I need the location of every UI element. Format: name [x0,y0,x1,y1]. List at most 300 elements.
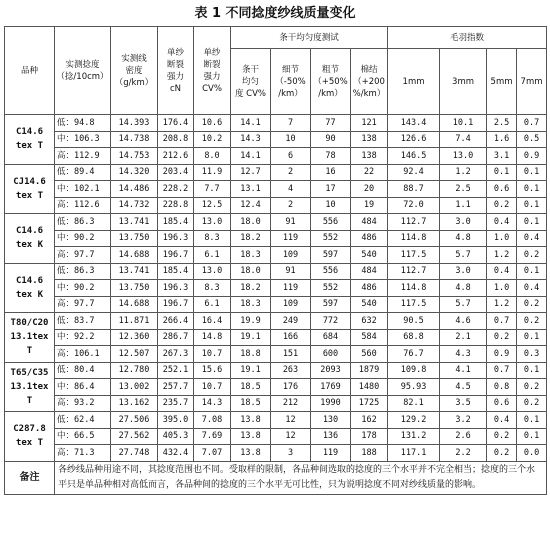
hair-1mm-cell: 131.2 [388,428,440,445]
table-row [5,263,547,280]
twist-cell: 低：80.4 [55,362,111,379]
evenness-cv-cell: 14.1 [231,115,271,132]
strength-cell: 212.6 [158,148,194,165]
hair-3mm-cell: 2.6 [440,428,487,445]
table-row [5,280,547,297]
thick-cell: 772 [311,313,351,330]
thick-cell: 130 [311,412,351,429]
hair-7mm-cell: 0.5 [517,131,547,148]
header-hairiness-1mm: 1mm [388,49,440,115]
strength-cv-cell: 7.07 [194,445,231,462]
evenness-cv-cell: 13.8 [231,412,271,429]
hair-5mm-cell: 1.6 [487,131,517,148]
hair-5mm-cell: 0.4 [487,214,517,231]
twist-cell: 中：102.1 [55,181,111,198]
strength-cv-cell: 8.3 [194,230,231,247]
table-row [5,131,547,148]
table-row [5,428,547,445]
header-hairiness-7mm: 7mm [517,49,547,115]
thin-cell: 7 [271,115,311,132]
hair-7mm-cell: 0.1 [517,197,547,214]
hair-3mm-cell: 1.2 [440,164,487,181]
hair-7mm-cell: 0.4 [517,230,547,247]
hair-7mm-cell: 0.2 [517,395,547,412]
thin-cell: 109 [271,247,311,264]
evenness-cv-cell: 19.1 [231,362,271,379]
header-hairiness-3mm: 3mm [440,49,487,115]
table-row [5,362,547,379]
twist-cell: 高：93.2 [55,395,111,412]
twist-cell: 中：106.3 [55,131,111,148]
neps-cell: 121 [351,115,388,132]
evenness-cv-cell: 13.8 [231,445,271,462]
hair-3mm-cell: 3.0 [440,263,487,280]
quality-table [4,26,547,495]
hair-7mm-cell: 0.2 [517,296,547,313]
header-variety: 品种 [5,27,55,115]
hair-1mm-cell: 117.5 [388,247,440,264]
header-twist: 实测捻度 （捻/10cm） [55,27,111,115]
neps-cell: 1725 [351,395,388,412]
hair-5mm-cell: 0.4 [487,263,517,280]
neps-cell: 560 [351,346,388,363]
thin-cell: 212 [271,395,311,412]
thin-cell: 109 [271,296,311,313]
strength-cell: 196.7 [158,247,194,264]
thin-cell: 2 [271,197,311,214]
strength-cell: 185.4 [158,263,194,280]
header-row-1 [5,27,547,49]
hair-5mm-cell: 0.2 [487,428,517,445]
strength-cell: 203.4 [158,164,194,181]
table-row [5,346,547,363]
strength-cell: 228.8 [158,197,194,214]
header-hairiness-5mm: 5mm [487,49,517,115]
table-body [5,27,547,495]
neps-cell: 486 [351,280,388,297]
hair-1mm-cell: 109.8 [388,362,440,379]
evenness-cv-cell: 18.5 [231,395,271,412]
hair-5mm-cell: 0.6 [487,181,517,198]
twist-cell: 高：97.7 [55,296,111,313]
strength-cv-cell: 13.0 [194,214,231,231]
thick-cell: 597 [311,296,351,313]
hair-1mm-cell: 117.5 [388,296,440,313]
hair-3mm-cell: 4.6 [440,313,487,330]
twist-cell: 中：90.2 [55,230,111,247]
hair-3mm-cell: 4.1 [440,362,487,379]
hair-1mm-cell: 82.1 [388,395,440,412]
thin-cell: 176 [271,379,311,396]
hair-1mm-cell: 90.5 [388,313,440,330]
density-cell: 14.320 [111,164,158,181]
hair-5mm-cell: 1.2 [487,296,517,313]
thick-cell: 2093 [311,362,351,379]
neps-cell: 484 [351,263,388,280]
strength-cell: 196.3 [158,280,194,297]
hair-5mm-cell: 2.5 [487,115,517,132]
density-cell: 14.732 [111,197,158,214]
strength-cell: 286.7 [158,329,194,346]
hair-1mm-cell: 114.8 [388,230,440,247]
strength-cv-cell: 10.7 [194,346,231,363]
hair-7mm-cell: 0.2 [517,313,547,330]
hair-5mm-cell: 0.2 [487,197,517,214]
neps-cell: 19 [351,197,388,214]
strength-cv-cell: 10.7 [194,379,231,396]
density-cell: 13.002 [111,379,158,396]
thin-cell: 10 [271,131,311,148]
thick-cell: 600 [311,346,351,363]
hair-7mm-cell: 0.1 [517,263,547,280]
variety-name: C14.6 tex K [5,214,55,264]
hair-5mm-cell: 0.1 [487,164,517,181]
density-cell: 14.486 [111,181,158,198]
evenness-cv-cell: 18.0 [231,214,271,231]
strength-cv-cell: 10.6 [194,115,231,132]
hair-1mm-cell: 114.8 [388,280,440,297]
table-row [5,181,547,198]
strength-cell: 395.0 [158,412,194,429]
thin-cell: 91 [271,214,311,231]
strength-cv-cell: 6.1 [194,296,231,313]
hair-3mm-cell: 4.5 [440,379,487,396]
density-cell: 14.738 [111,131,158,148]
table-row [5,395,547,412]
hair-5mm-cell: 0.2 [487,329,517,346]
hair-3mm-cell: 3.0 [440,214,487,231]
evenness-cv-cell: 18.0 [231,263,271,280]
thick-cell: 78 [311,148,351,165]
variety-name: C287.8 tex T [5,412,55,462]
hair-7mm-cell: 0.1 [517,362,547,379]
evenness-cv-cell: 19.9 [231,313,271,330]
note-row [5,461,547,494]
strength-cv-cell: 11.9 [194,164,231,181]
hair-3mm-cell: 4.8 [440,280,487,297]
thick-cell: 597 [311,247,351,264]
hair-1mm-cell: 88.7 [388,181,440,198]
thin-cell: 4 [271,181,311,198]
neps-cell: 178 [351,428,388,445]
hair-3mm-cell: 7.4 [440,131,487,148]
strength-cv-cell: 6.1 [194,247,231,264]
variety-name: T65/C35 13.1tex T [5,362,55,412]
header-thick-places: 粗节 （+50% /km） [311,49,351,115]
hair-7mm-cell: 0.1 [517,164,547,181]
hair-5mm-cell: 0.6 [487,395,517,412]
twist-cell: 高：97.7 [55,247,111,264]
hair-5mm-cell: 3.1 [487,148,517,165]
strength-cell: 228.2 [158,181,194,198]
neps-cell: 632 [351,313,388,330]
strength-cv-cell: 7.08 [194,412,231,429]
header-density: 实测线 密度 （g/km） [111,27,158,115]
strength-cv-cell: 7.7 [194,181,231,198]
thick-cell: 136 [311,428,351,445]
table-row [5,197,547,214]
thick-cell: 16 [311,164,351,181]
hair-7mm-cell: 0.2 [517,247,547,264]
strength-cell: 432.4 [158,445,194,462]
hair-5mm-cell: 0.8 [487,379,517,396]
table-row [5,313,547,330]
hair-3mm-cell: 10.1 [440,115,487,132]
hair-3mm-cell: 1.1 [440,197,487,214]
evenness-cv-cell: 18.5 [231,379,271,396]
twist-cell: 低：83.7 [55,313,111,330]
hair-5mm-cell: 0.7 [487,313,517,330]
variety-name: C14.6 tex K [5,263,55,313]
thick-cell: 119 [311,445,351,462]
evenness-cv-cell: 12.7 [231,164,271,181]
hair-3mm-cell: 3.2 [440,412,487,429]
strength-cell: 405.3 [158,428,194,445]
density-cell: 13.750 [111,230,158,247]
neps-cell: 540 [351,296,388,313]
strength-cell: 208.8 [158,131,194,148]
strength-cell: 267.3 [158,346,194,363]
thick-cell: 556 [311,214,351,231]
header-evenness-cv: 条干 均匀 度 CV% [231,49,271,115]
evenness-cv-cell: 13.1 [231,181,271,198]
density-cell: 14.393 [111,115,158,132]
thin-cell: 249 [271,313,311,330]
thin-cell: 3 [271,445,311,462]
evenness-cv-cell: 18.3 [231,296,271,313]
note-label: 备注 [5,461,55,494]
hair-1mm-cell: 95.93 [388,379,440,396]
hair-3mm-cell: 2.1 [440,329,487,346]
density-cell: 13.741 [111,263,158,280]
hair-7mm-cell: 0.1 [517,181,547,198]
hair-7mm-cell: 0.4 [517,280,547,297]
strength-cell: 257.7 [158,379,194,396]
thin-cell: 166 [271,329,311,346]
twist-cell: 中：66.5 [55,428,111,445]
header-strength: 单纱 断裂 强力 cN [158,27,194,115]
hair-1mm-cell: 143.4 [388,115,440,132]
hair-1mm-cell: 126.6 [388,131,440,148]
twist-cell: 高：112.9 [55,148,111,165]
strength-cell: 196.3 [158,230,194,247]
evenness-cv-cell: 19.1 [231,329,271,346]
strength-cv-cell: 12.5 [194,197,231,214]
table-row [5,148,547,165]
twist-cell: 低：86.3 [55,263,111,280]
header-neps: 棉结 （+200 %/km） [351,49,388,115]
hair-3mm-cell: 2.5 [440,181,487,198]
thick-cell: 684 [311,329,351,346]
hair-7mm-cell: 0.7 [517,115,547,132]
strength-cell: 196.7 [158,296,194,313]
table-row [5,296,547,313]
density-cell: 27.506 [111,412,158,429]
hair-1mm-cell: 129.2 [388,412,440,429]
thick-cell: 10 [311,197,351,214]
density-cell: 27.748 [111,445,158,462]
evenness-cv-cell: 18.2 [231,230,271,247]
thin-cell: 91 [271,263,311,280]
header-strength-cv: 单纱 断裂 强力 CV% [194,27,231,115]
hair-7mm-cell: 0.9 [517,148,547,165]
density-cell: 14.753 [111,148,158,165]
thick-cell: 90 [311,131,351,148]
density-cell: 13.741 [111,214,158,231]
hair-7mm-cell: 0.1 [517,412,547,429]
twist-cell: 高：112.6 [55,197,111,214]
thin-cell: 119 [271,280,311,297]
table-title: 表 1 不同捻度纱线质量变化 [194,6,356,21]
evenness-cv-cell: 14.3 [231,131,271,148]
hair-5mm-cell: 0.2 [487,445,517,462]
density-cell: 13.162 [111,395,158,412]
density-cell: 11.871 [111,313,158,330]
strength-cv-cell: 16.4 [194,313,231,330]
strength-cv-cell: 14.8 [194,329,231,346]
neps-cell: 162 [351,412,388,429]
neps-cell: 484 [351,214,388,231]
hair-5mm-cell: 1.2 [487,247,517,264]
hair-1mm-cell: 117.1 [388,445,440,462]
neps-cell: 138 [351,131,388,148]
hair-3mm-cell: 4.3 [440,346,487,363]
hair-5mm-cell: 0.9 [487,346,517,363]
twist-cell: 低：89.4 [55,164,111,181]
table-row [5,445,547,462]
density-cell: 14.688 [111,296,158,313]
strength-cv-cell: 13.0 [194,263,231,280]
table-row [5,379,547,396]
strength-cell: 185.4 [158,214,194,231]
thin-cell: 2 [271,164,311,181]
thin-cell: 119 [271,230,311,247]
variety-name: T80/C20 13.1tex T [5,313,55,363]
thin-cell: 12 [271,412,311,429]
evenness-cv-cell: 18.2 [231,280,271,297]
hair-3mm-cell: 13.0 [440,148,487,165]
strength-cell: 266.4 [158,313,194,330]
hair-1mm-cell: 76.7 [388,346,440,363]
thin-cell: 12 [271,428,311,445]
density-cell: 12.780 [111,362,158,379]
evenness-cv-cell: 18.3 [231,247,271,264]
twist-cell: 中：90.2 [55,280,111,297]
hair-3mm-cell: 3.5 [440,395,487,412]
twist-cell: 低：62.4 [55,412,111,429]
neps-cell: 1879 [351,362,388,379]
strength-cv-cell: 8.3 [194,280,231,297]
density-cell: 12.360 [111,329,158,346]
hair-5mm-cell: 0.7 [487,362,517,379]
thin-cell: 263 [271,362,311,379]
strength-cell: 252.1 [158,362,194,379]
table-row [5,115,547,132]
strength-cv-cell: 14.3 [194,395,231,412]
hair-7mm-cell: 0.1 [517,214,547,231]
thick-cell: 556 [311,263,351,280]
twist-cell: 中：86.4 [55,379,111,396]
table-row [5,329,547,346]
thick-cell: 1769 [311,379,351,396]
strength-cell: 176.4 [158,115,194,132]
evenness-cv-cell: 18.8 [231,346,271,363]
thick-cell: 17 [311,181,351,198]
density-cell: 27.562 [111,428,158,445]
evenness-cv-cell: 14.1 [231,148,271,165]
table-row [5,247,547,264]
strength-cv-cell: 15.6 [194,362,231,379]
hair-5mm-cell: 0.4 [487,412,517,429]
hair-7mm-cell: 0.1 [517,329,547,346]
hair-7mm-cell: 0.0 [517,445,547,462]
evenness-cv-cell: 12.4 [231,197,271,214]
header-thin-places: 细节 （-50% /km） [271,49,311,115]
neps-cell: 20 [351,181,388,198]
hair-7mm-cell: 0.1 [517,428,547,445]
table-row [5,214,547,231]
neps-cell: 22 [351,164,388,181]
thin-cell: 151 [271,346,311,363]
neps-cell: 138 [351,148,388,165]
thick-cell: 1990 [311,395,351,412]
strength-cell: 235.7 [158,395,194,412]
twist-cell: 高：106.1 [55,346,111,363]
thin-cell: 6 [271,148,311,165]
twist-cell: 低：86.3 [55,214,111,231]
hair-5mm-cell: 1.0 [487,280,517,297]
strength-cv-cell: 7.69 [194,428,231,445]
twist-cell: 高：71.3 [55,445,111,462]
thick-cell: 552 [311,280,351,297]
neps-cell: 486 [351,230,388,247]
strength-cv-cell: 10.2 [194,131,231,148]
variety-name: CJ14.6 tex T [5,164,55,214]
note-text: 各纱线品种用途不同，其捻度范围也不同。受取样的限制，各品种间选取的捻度的三个水平并不完全相当；捻度的三个水平只是单品种相对高低而言，各品种间的捻度的三个水平无可比性，只为说明捻度不同对纱线质量的影响。 [55,461,547,494]
header-evenness-group: 条干均匀度测试 [231,27,388,49]
table-row [5,230,547,247]
twist-cell: 中：92.2 [55,329,111,346]
hair-1mm-cell: 112.7 [388,214,440,231]
hair-7mm-cell: 0.3 [517,346,547,363]
hair-3mm-cell: 2.2 [440,445,487,462]
hair-1mm-cell: 68.8 [388,329,440,346]
neps-cell: 1480 [351,379,388,396]
neps-cell: 188 [351,445,388,462]
density-cell: 12.507 [111,346,158,363]
strength-cv-cell: 8.0 [194,148,231,165]
hair-3mm-cell: 5.7 [440,247,487,264]
thick-cell: 552 [311,230,351,247]
variety-name: C14.6 tex T [5,115,55,165]
hair-1mm-cell: 92.4 [388,164,440,181]
thick-cell: 77 [311,115,351,132]
table-row [5,412,547,429]
hair-5mm-cell: 1.0 [487,230,517,247]
twist-cell: 低：94.8 [55,115,111,132]
density-cell: 13.750 [111,280,158,297]
hair-1mm-cell: 72.0 [388,197,440,214]
hair-7mm-cell: 0.2 [517,379,547,396]
neps-cell: 540 [351,247,388,264]
evenness-cv-cell: 13.8 [231,428,271,445]
density-cell: 14.688 [111,247,158,264]
hair-3mm-cell: 5.7 [440,296,487,313]
neps-cell: 584 [351,329,388,346]
hair-3mm-cell: 4.8 [440,230,487,247]
header-hairiness-group: 毛羽指数 [388,27,547,49]
hair-1mm-cell: 112.7 [388,263,440,280]
